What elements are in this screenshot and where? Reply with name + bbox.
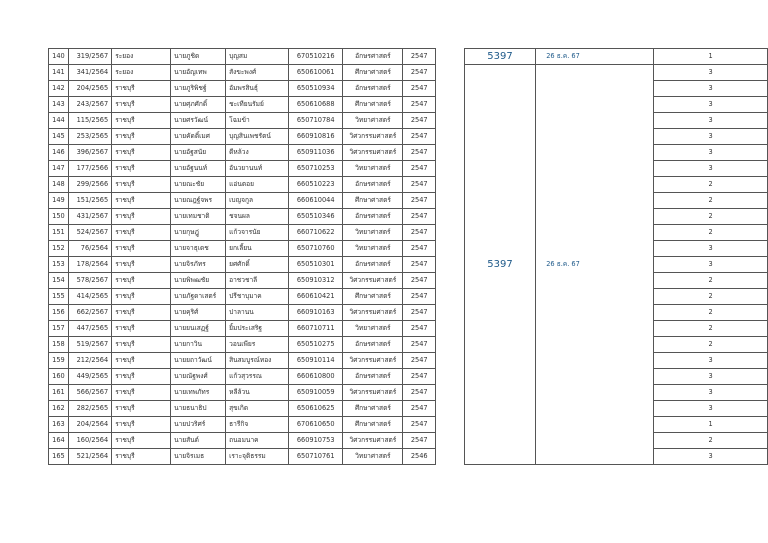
faculty-cell: วิทยาศาสตร์ bbox=[343, 161, 403, 177]
level-cell: 3 bbox=[654, 65, 768, 81]
surname-cell: สินสมบูรณ์ทอง bbox=[226, 353, 289, 369]
year-cell: 2547 bbox=[403, 241, 436, 257]
province-cell: ราชบุรี bbox=[112, 129, 171, 145]
row-number-cell: 142 bbox=[49, 81, 69, 97]
row-number-cell: 141 bbox=[49, 65, 69, 81]
table-row bbox=[49, 257, 768, 273]
record-code-cell: 396/2567 bbox=[68, 145, 111, 161]
level-cell: 3 bbox=[654, 257, 768, 273]
row-number-cell: 162 bbox=[49, 401, 69, 417]
row-number-cell: 145 bbox=[49, 129, 69, 145]
year-cell: 2547 bbox=[403, 353, 436, 369]
spacer-cell bbox=[436, 401, 465, 417]
province-cell: ราชบุรี bbox=[112, 81, 171, 97]
year-cell: 2547 bbox=[403, 129, 436, 145]
faculty-cell: ศึกษาศาสตร์ bbox=[343, 65, 403, 81]
faculty-cell: วิศวกรรมศาสตร์ bbox=[343, 305, 403, 321]
year-cell: 2547 bbox=[403, 257, 436, 273]
table-row bbox=[49, 353, 768, 369]
first-name-cell: นายณฎฐ์จพร bbox=[171, 193, 226, 209]
record-code-cell: 519/2567 bbox=[68, 337, 111, 353]
record-code-cell: 243/2567 bbox=[68, 97, 111, 113]
faculty-cell: วิศวกรรมศาสตร์ bbox=[343, 433, 403, 449]
table-row bbox=[49, 113, 768, 129]
spacer-cell bbox=[436, 353, 465, 369]
first-name-cell: นายคุริศ์ bbox=[171, 305, 226, 321]
surname-cell: ชจนผล bbox=[226, 209, 289, 225]
province-cell: ราชบุรี bbox=[112, 321, 171, 337]
level-cell: 3 bbox=[654, 129, 768, 145]
row-number-cell: 165 bbox=[49, 449, 69, 465]
faculty-cell: ศึกษาศาสตร์ bbox=[343, 289, 403, 305]
student-id-cell: 660510223 bbox=[288, 177, 342, 193]
surname-cell: ยิ้มประเสริฐ bbox=[226, 321, 289, 337]
province-cell: ราชบุรี bbox=[112, 353, 171, 369]
first-name-cell: นายปวริศร์ bbox=[171, 417, 226, 433]
surname-cell: แก้วจารนัย bbox=[226, 225, 289, 241]
first-name-cell: นายณะชัย bbox=[171, 177, 226, 193]
province-cell: ราชบุรี bbox=[112, 225, 171, 241]
level-cell: 3 bbox=[654, 401, 768, 417]
row-number-cell: 156 bbox=[49, 305, 69, 321]
first-name-cell: นายอัฐนนท์ bbox=[171, 161, 226, 177]
year-cell: 2547 bbox=[403, 289, 436, 305]
level-cell: 3 bbox=[654, 241, 768, 257]
table-row bbox=[49, 401, 768, 417]
student-id-cell: 650610625 bbox=[288, 401, 342, 417]
student-id-cell: 650510275 bbox=[288, 337, 342, 353]
row-number-cell: 153 bbox=[49, 257, 69, 273]
faculty-cell: วิทยาศาสตร์ bbox=[343, 449, 403, 465]
year-cell: 2547 bbox=[403, 385, 436, 401]
first-name-cell: นายเทมชาติ bbox=[171, 209, 226, 225]
first-name-cell: นายธนาธิป bbox=[171, 401, 226, 417]
level-cell: 2 bbox=[654, 209, 768, 225]
record-code-cell: 282/2565 bbox=[68, 401, 111, 417]
year-cell: 2547 bbox=[403, 81, 436, 97]
first-name-cell: นายจาธุเดช bbox=[171, 241, 226, 257]
row-number-cell: 161 bbox=[49, 385, 69, 401]
row-number-cell: 151 bbox=[49, 225, 69, 241]
row-number-cell: 164 bbox=[49, 433, 69, 449]
year-cell: 2547 bbox=[403, 273, 436, 289]
record-code-cell: 115/2565 bbox=[68, 113, 111, 129]
faculty-cell: วิศวกรรมศาสตร์ bbox=[343, 385, 403, 401]
province-cell: ระยอง bbox=[112, 49, 171, 65]
province-cell: ราชบุรี bbox=[112, 209, 171, 225]
first-name-cell: นายยถาวัฒน์ bbox=[171, 353, 226, 369]
surname-cell: เบญจกูล bbox=[226, 193, 289, 209]
records-body bbox=[49, 49, 768, 465]
level-cell: 2 bbox=[654, 321, 768, 337]
surname-cell: หลีล้วน bbox=[226, 385, 289, 401]
table-row bbox=[49, 193, 768, 209]
year-cell: 2547 bbox=[403, 369, 436, 385]
year-cell: 2547 bbox=[403, 49, 436, 65]
first-name-cell: นายจิรเมธ bbox=[171, 449, 226, 465]
faculty-cell: วิทยาศาสตร์ bbox=[343, 241, 403, 257]
year-cell: 2547 bbox=[403, 97, 436, 113]
student-id-cell: 650710761 bbox=[288, 449, 342, 465]
table-row bbox=[49, 321, 768, 337]
student-id-cell: 670510216 bbox=[288, 49, 342, 65]
year-cell: 2547 bbox=[403, 161, 436, 177]
faculty-cell: ศึกษาศาสตร์ bbox=[343, 401, 403, 417]
faculty-cell: อักษรศาสตร์ bbox=[343, 177, 403, 193]
province-cell: ราชบุรี bbox=[112, 305, 171, 321]
spacer-cell bbox=[436, 113, 465, 129]
student-id-cell: 670610650 bbox=[288, 417, 342, 433]
level-cell: 3 bbox=[654, 81, 768, 97]
faculty-cell: วิศวกรรมศาสตร์ bbox=[343, 129, 403, 145]
records-table bbox=[48, 48, 768, 465]
year-cell: 2547 bbox=[403, 177, 436, 193]
level-cell: 3 bbox=[654, 353, 768, 369]
student-id-cell: 650710784 bbox=[288, 113, 342, 129]
table-row bbox=[49, 97, 768, 113]
record-code-cell: 578/2567 bbox=[68, 273, 111, 289]
table-row bbox=[49, 305, 768, 321]
student-id-cell: 650610688 bbox=[288, 97, 342, 113]
student-id-cell: 660610044 bbox=[288, 193, 342, 209]
province-cell: ราชบุรี bbox=[112, 385, 171, 401]
row-number-cell: 159 bbox=[49, 353, 69, 369]
student-id-cell: 650510346 bbox=[288, 209, 342, 225]
province-cell: ราชบุรี bbox=[112, 289, 171, 305]
faculty-cell: วิศวกรรมศาสตร์ bbox=[343, 273, 403, 289]
year-cell: 2547 bbox=[403, 433, 436, 449]
faculty-cell: อักษรศาสตร์ bbox=[343, 257, 403, 273]
row-number-cell: 163 bbox=[49, 417, 69, 433]
province-cell: ระยอง bbox=[112, 65, 171, 81]
row-number-cell: 150 bbox=[49, 209, 69, 225]
spacer-cell bbox=[436, 385, 465, 401]
spacer-cell bbox=[436, 433, 465, 449]
level-cell: 2 bbox=[654, 305, 768, 321]
row-number-cell: 147 bbox=[49, 161, 69, 177]
table-row bbox=[49, 209, 768, 225]
record-code-cell: 151/2565 bbox=[68, 193, 111, 209]
first-name-cell: นายณัฐพงศ์ bbox=[171, 369, 226, 385]
spacer-cell bbox=[436, 241, 465, 257]
surname-cell: ปาลานน bbox=[226, 305, 289, 321]
row-number-cell: 149 bbox=[49, 193, 69, 209]
spacer-cell bbox=[436, 49, 465, 65]
first-name-cell: นายกาวิน bbox=[171, 337, 226, 353]
row-number-cell: 154 bbox=[49, 273, 69, 289]
level-cell: 2 bbox=[654, 193, 768, 209]
spacer-cell bbox=[436, 161, 465, 177]
first-name-cell: นายศุภศักดิ์ bbox=[171, 97, 226, 113]
surname-cell: ยศศักดิ์ bbox=[226, 257, 289, 273]
spacer-cell bbox=[436, 97, 465, 113]
student-id-cell: 660710711 bbox=[288, 321, 342, 337]
blank-cell bbox=[591, 49, 654, 65]
record-code-cell: 341/2564 bbox=[68, 65, 111, 81]
spacer-cell bbox=[436, 257, 465, 273]
row-number-cell: 160 bbox=[49, 369, 69, 385]
table-row bbox=[49, 449, 768, 465]
first-name-cell: นายภัฐดาเสตร์ bbox=[171, 289, 226, 305]
issue-date: 26 ธ.ค. 67 bbox=[535, 65, 591, 465]
province-cell: ราชบุรี bbox=[112, 449, 171, 465]
table-row bbox=[49, 417, 768, 433]
record-code-cell: 76/2564 bbox=[68, 241, 111, 257]
province-cell: ราชบุรี bbox=[112, 241, 171, 257]
table-row bbox=[49, 369, 768, 385]
record-code-cell: 212/2564 bbox=[68, 353, 111, 369]
year-cell: 2547 bbox=[403, 209, 436, 225]
level-cell: 3 bbox=[654, 385, 768, 401]
row-number-cell: 143 bbox=[49, 97, 69, 113]
blank-cell bbox=[591, 65, 654, 465]
volume-number: 5397 bbox=[465, 49, 535, 65]
year-cell: 2547 bbox=[403, 145, 436, 161]
faculty-cell: อักษรศาสตร์ bbox=[343, 209, 403, 225]
level-cell: 3 bbox=[654, 161, 768, 177]
province-cell: ราชบุรี bbox=[112, 97, 171, 113]
record-code-cell: 204/2564 bbox=[68, 417, 111, 433]
row-number-cell: 144 bbox=[49, 113, 69, 129]
surname-cell: บุญสม bbox=[226, 49, 289, 65]
student-id-cell: 660710622 bbox=[288, 225, 342, 241]
student-id-cell: 650910312 bbox=[288, 273, 342, 289]
province-cell: ราชบุรี bbox=[112, 145, 171, 161]
spacer-cell bbox=[436, 305, 465, 321]
surname-cell: บุญสินเพชรัตน์ bbox=[226, 129, 289, 145]
faculty-cell: ศึกษาศาสตร์ bbox=[343, 97, 403, 113]
student-id-cell: 660910816 bbox=[288, 129, 342, 145]
level-cell: 2 bbox=[654, 273, 768, 289]
faculty-cell: ศึกษาศาสตร์ bbox=[343, 193, 403, 209]
surname-cell: ปรีชาบุมาค bbox=[226, 289, 289, 305]
table-row bbox=[49, 161, 768, 177]
spacer-cell bbox=[436, 449, 465, 465]
row-number-cell: 140 bbox=[49, 49, 69, 65]
spacer-cell bbox=[436, 129, 465, 145]
level-cell: 2 bbox=[654, 177, 768, 193]
first-name-cell: นายอัญเทพ bbox=[171, 65, 226, 81]
province-cell: ราชบุรี bbox=[112, 177, 171, 193]
row-number-cell: 155 bbox=[49, 289, 69, 305]
first-name-cell: นายศรวัฒน์ bbox=[171, 113, 226, 129]
record-code-cell: 160/2564 bbox=[68, 433, 111, 449]
surname-cell: ชะเทียนรัมย์ bbox=[226, 97, 289, 113]
volume-number: 5397 bbox=[465, 65, 535, 465]
spacer-cell bbox=[436, 177, 465, 193]
spacer-cell bbox=[436, 369, 465, 385]
faculty-cell: วิทยาศาสตร์ bbox=[343, 321, 403, 337]
first-name-cell: นายกุษฎู่ bbox=[171, 225, 226, 241]
spacer-cell bbox=[436, 417, 465, 433]
table-row bbox=[49, 225, 768, 241]
province-cell: ราชบุรี bbox=[112, 433, 171, 449]
spacer-cell bbox=[436, 225, 465, 241]
surname-cell: สังขะพงศ์ bbox=[226, 65, 289, 81]
faculty-cell: ศึกษาศาสตร์ bbox=[343, 417, 403, 433]
record-code-cell: 447/2565 bbox=[68, 321, 111, 337]
student-id-cell: 650510934 bbox=[288, 81, 342, 97]
student-id-cell: 660910163 bbox=[288, 305, 342, 321]
table-row bbox=[49, 337, 768, 353]
faculty-cell: วิศวกรรมศาสตร์ bbox=[343, 353, 403, 369]
faculty-cell: อักษรศาสตร์ bbox=[343, 369, 403, 385]
spacer-cell bbox=[436, 273, 465, 289]
row-number-cell: 157 bbox=[49, 321, 69, 337]
record-code-cell: 566/2567 bbox=[68, 385, 111, 401]
row-number-cell: 146 bbox=[49, 145, 69, 161]
table-row bbox=[49, 129, 768, 145]
faculty-cell: วิทยาศาสตร์ bbox=[343, 113, 403, 129]
record-code-cell: 524/2567 bbox=[68, 225, 111, 241]
province-cell: ราชบุรี bbox=[112, 369, 171, 385]
row-number-cell: 158 bbox=[49, 337, 69, 353]
student-id-cell: 650510301 bbox=[288, 257, 342, 273]
surname-cell: แก้วสุวรรณ bbox=[226, 369, 289, 385]
year-cell: 2546 bbox=[403, 449, 436, 465]
surname-cell: อัมพรสินธุ์ bbox=[226, 81, 289, 97]
surname-cell: วอนเพียร bbox=[226, 337, 289, 353]
faculty-cell: อักษรศาสตร์ bbox=[343, 49, 403, 65]
student-id-cell: 660610800 bbox=[288, 369, 342, 385]
province-cell: ราชบุรี bbox=[112, 337, 171, 353]
spacer-cell bbox=[436, 81, 465, 97]
student-id-cell: 660610421 bbox=[288, 289, 342, 305]
surname-cell: เราะจุติธรรม bbox=[226, 449, 289, 465]
surname-cell: โฉมข้า bbox=[226, 113, 289, 129]
surname-cell: ยกเลี้ยน bbox=[226, 241, 289, 257]
year-cell: 2547 bbox=[403, 401, 436, 417]
first-name-cell: นายภูริพิชฐ์ bbox=[171, 81, 226, 97]
row-number-cell: 152 bbox=[49, 241, 69, 257]
surname-cell: ถนอมนาค bbox=[226, 433, 289, 449]
first-name-cell: นายสันต์ bbox=[171, 433, 226, 449]
spacer-cell bbox=[436, 209, 465, 225]
surname-cell: ดีหล้วง bbox=[226, 145, 289, 161]
first-name-cell: นายอัฐสนัย bbox=[171, 145, 226, 161]
year-cell: 2547 bbox=[403, 417, 436, 433]
student-id-cell: 650710253 bbox=[288, 161, 342, 177]
record-code-cell: 449/2565 bbox=[68, 369, 111, 385]
record-code-cell: 177/2566 bbox=[68, 161, 111, 177]
faculty-cell: อักษรศาสตร์ bbox=[343, 81, 403, 97]
level-cell: 2 bbox=[654, 225, 768, 241]
spacer-cell bbox=[436, 65, 465, 81]
first-name-cell: นายเทพภัทร bbox=[171, 385, 226, 401]
table-row bbox=[49, 145, 768, 161]
first-name-cell: นายคัดติ์เมศ bbox=[171, 129, 226, 145]
surname-cell: แอ่นตอย bbox=[226, 177, 289, 193]
spacer-cell bbox=[436, 289, 465, 305]
first-name-cell: นายภูชิด bbox=[171, 49, 226, 65]
level-cell: 3 bbox=[654, 145, 768, 161]
spacer-cell bbox=[436, 321, 465, 337]
level-cell: 2 bbox=[654, 289, 768, 305]
record-code-cell: 299/2566 bbox=[68, 177, 111, 193]
province-cell: ราชบุรี bbox=[112, 273, 171, 289]
record-code-cell: 319/2567 bbox=[68, 49, 111, 65]
table-row bbox=[49, 289, 768, 305]
surname-cell: อาชวชาลี bbox=[226, 273, 289, 289]
province-cell: ราชบุรี bbox=[112, 401, 171, 417]
year-cell: 2547 bbox=[403, 225, 436, 241]
province-cell: ราชบุรี bbox=[112, 193, 171, 209]
student-id-cell: 650911036 bbox=[288, 145, 342, 161]
student-id-cell: 660910753 bbox=[288, 433, 342, 449]
table-row bbox=[49, 65, 768, 81]
row-number-cell: 148 bbox=[49, 177, 69, 193]
level-cell: 3 bbox=[654, 449, 768, 465]
year-cell: 2547 bbox=[403, 305, 436, 321]
spacer-cell bbox=[436, 145, 465, 161]
table-row bbox=[49, 273, 768, 289]
level-cell: 1 bbox=[654, 49, 768, 65]
year-cell: 2547 bbox=[403, 65, 436, 81]
issue-date: 26 ธ.ค. 67 bbox=[535, 49, 591, 65]
province-cell: ราชบุรี bbox=[112, 113, 171, 129]
table-row bbox=[49, 49, 768, 65]
spacer-cell bbox=[436, 337, 465, 353]
table-row bbox=[49, 241, 768, 257]
record-code-cell: 431/2567 bbox=[68, 209, 111, 225]
record-code-cell: 178/2564 bbox=[68, 257, 111, 273]
faculty-cell: วิศวกรรมศาสตร์ bbox=[343, 145, 403, 161]
faculty-cell: อักษรศาสตร์ bbox=[343, 337, 403, 353]
surname-cell: อันวยานนท์ bbox=[226, 161, 289, 177]
faculty-cell: วิทยาศาสตร์ bbox=[343, 225, 403, 241]
level-cell: 2 bbox=[654, 337, 768, 353]
spacer-cell bbox=[436, 193, 465, 209]
first-name-cell: นายจิรภัทร bbox=[171, 257, 226, 273]
table-row bbox=[49, 177, 768, 193]
surname-cell: สุขเกิด bbox=[226, 401, 289, 417]
year-cell: 2547 bbox=[403, 193, 436, 209]
first-name-cell: นายพิพฒชัย bbox=[171, 273, 226, 289]
record-code-cell: 204/2565 bbox=[68, 81, 111, 97]
level-cell: 3 bbox=[654, 113, 768, 129]
record-code-cell: 662/2567 bbox=[68, 305, 111, 321]
year-cell: 2547 bbox=[403, 113, 436, 129]
province-cell: ราชบุรี bbox=[112, 417, 171, 433]
province-cell: ราชบุรี bbox=[112, 161, 171, 177]
table-row bbox=[49, 81, 768, 97]
table-row bbox=[49, 385, 768, 401]
surname-cell: ธารีกิจ bbox=[226, 417, 289, 433]
record-code-cell: 414/2565 bbox=[68, 289, 111, 305]
level-cell: 1 bbox=[654, 417, 768, 433]
student-id-cell: 650710760 bbox=[288, 241, 342, 257]
student-id-cell: 650910114 bbox=[288, 353, 342, 369]
first-name-cell: นายยนเสฏฐ์ bbox=[171, 321, 226, 337]
student-id-cell: 650910059 bbox=[288, 385, 342, 401]
record-code-cell: 253/2565 bbox=[68, 129, 111, 145]
level-cell: 2 bbox=[654, 433, 768, 449]
province-cell: ราชบุรี bbox=[112, 257, 171, 273]
year-cell: 2547 bbox=[403, 337, 436, 353]
level-cell: 3 bbox=[654, 97, 768, 113]
record-code-cell: 521/2564 bbox=[68, 449, 111, 465]
student-id-cell: 650610061 bbox=[288, 65, 342, 81]
year-cell: 2547 bbox=[403, 321, 436, 337]
level-cell: 3 bbox=[654, 369, 768, 385]
table-row bbox=[49, 433, 768, 449]
